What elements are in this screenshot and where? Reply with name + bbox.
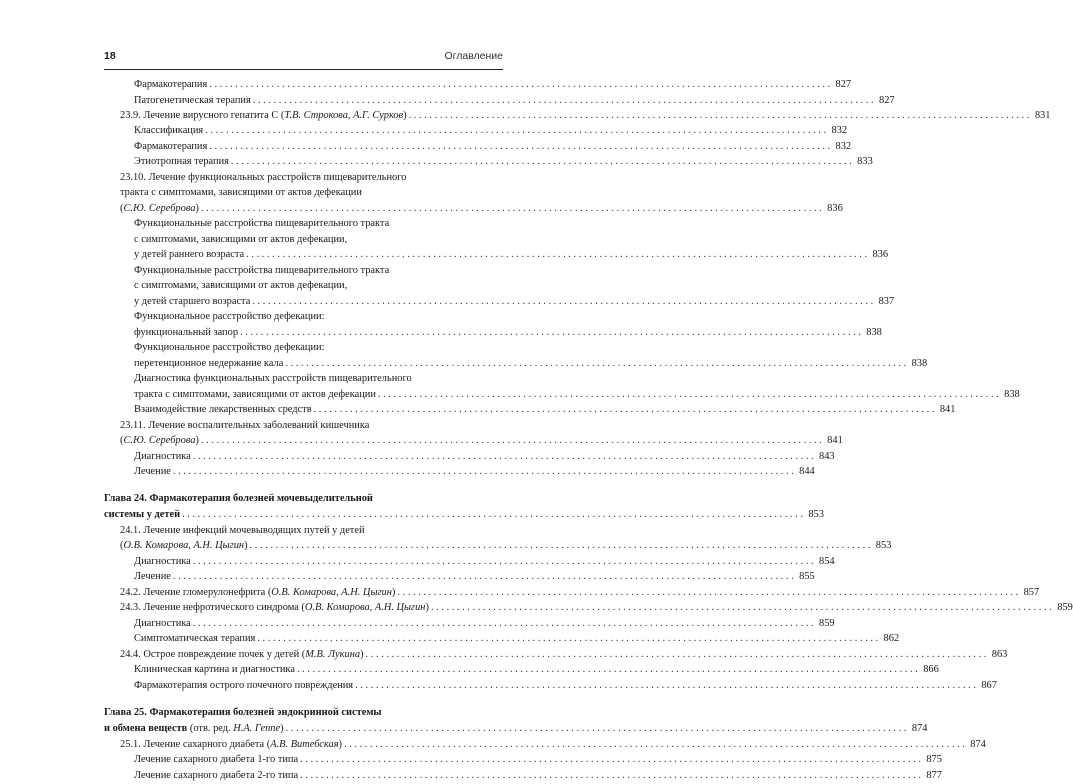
toc-leader-dots: . . . . . . . . . . . . . . . . . . . . . . . . . . . . . . . . . . . . . . . . . . . . . . . . . . . . . . . . . . . . . . . . . . . . . . . . . . . . . . . . . . . . . . . . . . . . . . . . . . . . . . . . . . . . . . . . . . . . . . . . — [397, 587, 1019, 598]
toc-entry-title — [134, 216, 389, 232]
toc-leader-dots: . . . . . . . . . . . . . . . . . . . . . . . . . . . . . . . . . . . . . . . . . . . . . . . . . . . . . . . . . . . . . . . . . . . . . . . . . . . . . . . . . . . . . . . . . . . . . . . . . . . . . . . . . . . . . . . . . . . . . . . . — [172, 466, 794, 477]
toc-entry-text: ) — [391, 587, 396, 598]
toc-entry-authors: М.В. Лукина — [305, 649, 361, 660]
toc-entry-title — [134, 247, 244, 263]
toc-subsection-line[interactable] — [134, 309, 503, 325]
toc-subsection-line[interactable] — [134, 139, 852, 155]
toc-subsection-line[interactable] — [134, 464, 815, 480]
toc-leader-dots: . . . . . . . . . . . . . . . . . . . . . . . . . . . . . . . . . . . . . . . . . . . . . . . . . . . . . . . . . . . . . . . . . . . . . . . . . . . . . . . . . . . . . . . . . . . . . . . . . . . . . . . . . . . . . . . . . . . . . . . . — [200, 203, 822, 214]
toc-section-line[interactable] — [120, 538, 892, 554]
toc-leader-dots: . . . . . . . . . . . . . . . . . . . . . . . . . . . . . . . . . . . . . . . . . . . . . . . . . . . . . . . . . . . . . . . . . . . . . . . . . . . . . . . . . . . . . . . . . . . . . . . . . . . . . . . . . . . . . . . . . . . . . . . . — [296, 664, 918, 675]
toc-entry-title — [134, 278, 347, 294]
toc-leader-dots: . . . . . . . . . . . . . . . . . . . . . . . . . . . . . . . . . . . . . . . . . . . . . . . . . . . . . . . . . . . . . . . . . . . . . . . . . . . . . . . . . . . . . . . . . . . . . . . . . . . . . . . . . . . . . . . . . . . . . . . . — [344, 739, 965, 750]
toc-leader-dots: . . . . . . . . . . . . . . . . . . . . . . . . . . . . . . . . . . . . . . . . . . . . . . . . . . . . . . . . . . . . . . . . . . . . . . . . . . . . . . . . . . . . . . . . . . . . . . . . . . . . . . . . . . . . . . . . . . . . . . . . — [355, 680, 976, 691]
toc-entry-title — [120, 647, 364, 663]
toc-entry-text: Этиотропная терапия — [134, 156, 229, 167]
toc-subsection-line[interactable] — [134, 371, 503, 387]
toc-entry-text: ) — [403, 110, 407, 121]
toc-entry-text: Симптоматическая терапия — [134, 633, 256, 644]
toc-leader-dots: . . . . . . . . . . . . . . . . . . . . . . . . . . . . . . . . . . . . . . . . . . . . . . . . . . . . . . . . . . . . . . . . . . . . . . . . . . . . . . . . . . . . . . . . . . . . . . . . . . . . . . . . . . . . . . . . . . . . . . . . — [285, 723, 907, 734]
toc-subsection-line[interactable] — [134, 123, 848, 139]
toc-subsection-line[interactable] — [134, 387, 1020, 403]
toc-entry-title — [134, 569, 171, 585]
toc-section-line[interactable] — [120, 170, 503, 186]
toc-entry-title — [120, 600, 429, 616]
toc-leader-dots: . . . . . . . . . . . . . . . . . . . . . . . . . . . . . . . . . . . . . . . . . . . . . . . . . . . . . . . . . . . . . . . . . . . . . . . . . . . . . . . . . . . . . . . . . . . . . . . . . . . . . . . . . . . . . . . . . . . . . . . . — [230, 156, 852, 167]
toc-entry-text: 23.11. Лечение воспалительных заболеваний кишечника — [120, 420, 370, 431]
toc-page-number: 855 — [799, 571, 815, 582]
toc-page-number: 853 — [875, 540, 892, 551]
toc-page-number: 875 — [926, 754, 942, 765]
toc-entry-title — [120, 538, 248, 554]
toc-entry-text: ) — [244, 540, 248, 551]
toc-entry-text: ) — [425, 602, 429, 613]
running-head: Оглавление — [444, 50, 503, 62]
toc-page-number: 874 — [911, 723, 928, 734]
toc-leader-dots: . . . . . . . . . . . . . . . . . . . . . . . . . . . . . . . . . . . . . . . . . . . . . . . . . . . . . . . . . . . . . . . . . . . . . . . . . . . . . . . . . . . . . . . . . . . . . . . . . . . . . . . . . . . . . . . . . . . . . . . . — [192, 451, 814, 462]
toc-entry-text: с симптомами, зависящими от актов дефекации, — [134, 234, 348, 245]
toc-page-number: 841 — [939, 404, 956, 415]
toc-section-line[interactable] — [120, 600, 1073, 616]
toc-entry-text: ( — [120, 540, 124, 551]
toc-entry-authors: О.В. Комарова, А.Н. Цыгин — [271, 587, 392, 598]
toc-entry-text: Диагностика функциональных расстройств пищеварительного — [134, 373, 412, 384]
toc-entry-text: тракта с симптомами, зависящими от актов дефекации — [134, 389, 376, 400]
toc-leader-dots: . . . . . . . . . . . . . . . . . . . . . . . . . . . . . . . . . . . . . . . . . . . . . . . . . . . . . . . . . . . . . . . . . . . . . . . . . . . . . . . . . . . . . . . . . . . . . . . . . . . . . . . . . . . . . . . . . . . . . . . . — [246, 249, 868, 260]
toc-page-number: 838 — [866, 327, 882, 338]
toc-subsection-line[interactable] — [134, 678, 997, 694]
toc-leader-dots: . . . . . . . . . . . . . . . . . . . . . . . . . . . . . . . . . . . . . . . . . . . . . . . . . . . . . . . . . . . . . . . . . . . . . . . . . . . . . . . . . . . . . . . . . . . . . . . . . . . . . . . . . . . . . . . . . . . . . . . . — [240, 327, 861, 338]
toc-page-number: 859 — [1057, 602, 1073, 613]
toc-page-number: 841 — [827, 435, 843, 446]
toc-subsection-line[interactable] — [134, 356, 928, 372]
toc-entry-text: с симптомами, зависящими от актов дефекации, — [134, 280, 348, 291]
toc-entry-title — [134, 752, 298, 768]
toc-entry-text: у детей старшего возраста — [134, 296, 251, 307]
toc-chapter-line[interactable] — [104, 705, 503, 721]
toc-entry-title — [134, 93, 251, 109]
toc-entry-text: 24.2. Лечение гломерулонефрита ( — [120, 587, 272, 598]
toc-entry-authors: О.В. Комарова, А.Н. Цыгин — [123, 540, 245, 551]
toc-entry-title — [104, 491, 373, 507]
toc-section-line[interactable] — [120, 418, 503, 434]
toc-section-line[interactable] — [120, 433, 843, 449]
toc-section-line[interactable] — [120, 647, 1008, 663]
toc-leader-dots: . . . . . . . . . . . . . . . . . . . . . . . . . . . . . . . . . . . . . . . . . . . . . . . . . . . . . . . . . . . . . . . . . . . . . . . . . . . . . . . . . . . . . . . . . . . . . . . . . . . . . . . . . . . . . . . . . . . . . . . . — [209, 141, 831, 152]
toc-section-line[interactable] — [120, 108, 1051, 124]
toc-entry-text: ) — [360, 649, 364, 660]
toc-leader-dots: . . . . . . . . . . . . . . . . . . . . . . . . . . . . . . . . . . . . . . . . . . . . . . . . . . . . . . . . . . . . . . . . . . . . . . . . . . . . . . . . . . . . . . . . . . . . . . . . . . . . . . . . . . . . . . . . . . . . . . . . — [182, 509, 803, 520]
toc-leader-dots: . . . . . . . . . . . . . . . . . . . . . . . . . . . . . . . . . . . . . . . . . . . . . . . . . . . . . . . . . . . . . . . . . . . . . . . . . . . . . . . . . . . . . . . . . . . . . . . . . . . . . . . . . . . . . . . . . . . . . . . . — [252, 95, 874, 106]
toc-entry-text: Фармакотерапия — [134, 79, 208, 90]
toc-entry-title — [134, 464, 171, 480]
toc-subsection-line[interactable] — [134, 325, 882, 341]
toc-subsection-line[interactable] — [134, 154, 873, 170]
toc-leader-dots: . . . . . . . . . . . . . . . . . . . . . . . . . . . . . . . . . . . . . . . . . . . . . . . . . . . . . . . . . . . . . . . . . . . . . . . . . . . . . . . . . . . . . . . . . . . . . . . . . . . . . . . . . . . . . . . . . . . . . . . . — [408, 110, 1030, 121]
toc-entry-text: тракта с симптомами, зависящими от актов дефекации — [120, 187, 362, 198]
page-number: 18 — [104, 50, 116, 62]
toc-entry-title — [134, 356, 283, 372]
toc-entry-title — [134, 631, 255, 647]
toc-entry-title — [134, 77, 207, 93]
toc-entry-text: Лечение сахарного диабета 2-го типа — [134, 770, 299, 781]
toc-chapter-line[interactable] — [104, 721, 928, 737]
toc-subsection-line[interactable] — [134, 631, 900, 647]
toc-section-line[interactable] — [120, 585, 1040, 601]
toc-page-number: 838 — [1004, 389, 1020, 400]
toc-leader-dots: . . . . . . . . . . . . . . . . . . . . . . . . . . . . . . . . . . . . . . . . . . . . . . . . . . . . . . . . . . . . . . . . . . . . . . . . . . . . . . . . . . . . . . . . . . . . . . . . . . . . . . . . . . . . . . . . . . . . . . . . — [285, 358, 907, 369]
toc-subsection-line[interactable] — [134, 93, 895, 109]
toc-entry-text: ( — [120, 203, 124, 214]
toc-leader-dots: . . . . . . . . . . . . . . . . . . . . . . . . . . . . . . . . . . . . . . . . . . . . . . . . . . . . . . . . . . . . . . . . . . . . . . . . . . . . . . . . . . . . . . . . . . . . . . . . . . . . . . . . . . . . . . . . . . . . . . . . — [252, 296, 874, 307]
toc-subsection-line[interactable] — [134, 616, 835, 632]
toc-leader-dots: . . . . . . . . . . . . . . . . . . . . . . . . . . . . . . . . . . . . . . . . . . . . . . . . . . . . . . . . . . . . . . . . . . . . . . . . . . . . . . . . . . . . . . . . . . . . . . . . . . . . . . . . . . . . . . . . . . . . . . . . — [313, 404, 935, 415]
toc-page-number: 827 — [835, 79, 852, 90]
toc-entry-text: ) — [195, 203, 199, 214]
toc-page-number: 853 — [808, 509, 824, 520]
toc-section-line[interactable] — [120, 523, 503, 539]
toc-page-number: 863 — [991, 649, 1008, 660]
toc-entry-title — [120, 418, 369, 434]
toc-entry-text: Диагностика — [134, 618, 191, 629]
toc-page-number: 854 — [819, 556, 835, 567]
toc-entry-text: Патогенетическая терапия — [134, 95, 251, 106]
toc-entry-text: Лечение сахарного диабета 1-го типа — [134, 754, 299, 765]
toc-page-number: 827 — [879, 95, 895, 106]
toc-page-number: 866 — [923, 664, 939, 675]
toc-subsection-line[interactable] — [134, 402, 956, 418]
toc-subsection-line[interactable] — [134, 768, 942, 784]
toc-entry-title — [120, 170, 406, 186]
toc-subsection-line[interactable] — [134, 662, 939, 678]
toc-entry-title — [134, 768, 298, 784]
toc-page-number: 844 — [799, 466, 815, 477]
toc-chapter-line[interactable] — [104, 507, 824, 523]
toc-subsection-line[interactable] — [134, 294, 895, 310]
toc-entry-text: ) — [338, 739, 343, 750]
toc-leader-dots: . . . . . . . . . . . . . . . . . . . . . . . . . . . . . . . . . . . . . . . . . . . . . . . . . . . . . . . . . . . . . . . . . . . . . . . . . . . . . . . . . . . . . . . . . . . . . . . . . . . . . . . . . . . . . . . . . . . . . . . . — [205, 125, 827, 136]
toc-entry-text: Классификация — [134, 125, 204, 136]
toc-entry-title — [134, 154, 229, 170]
toc-entry-text: 25.1. Лечение сахарного диабета ( — [120, 739, 271, 750]
toc-entry-title — [104, 721, 284, 737]
toc-entry-text: Функциональные расстройства пищеварительного тракта — [134, 265, 390, 276]
toc-entry-title — [104, 507, 180, 523]
toc-leader-dots: . . . . . . . . . . . . . . . . . . . . . . . . . . . . . . . . . . . . . . . . . . . . . . . . . . . . . . . . . . . . . . . . . . . . . . . . . . . . . . . . . . . . . . . . . . . . . . . . . . . . . . . . . . . . . . . . . . . . . . . . — [249, 540, 871, 551]
toc-page-number: 838 — [911, 358, 928, 369]
toc-entry-title — [134, 232, 347, 248]
toc-leader-dots: . . . . . . . . . . . . . . . . . . . . . . . . . . . . . . . . . . . . . . . . . . . . . . . . . . . . . . . . . . . . . . . . . . . . . . . . . . . . . . . . . . . . . . . . . . . . . . . . . . . . . . . . . . . . . . . . . . . . . . . . — [300, 770, 921, 781]
toc-entry-title — [120, 585, 395, 601]
toc-entry-text: у детей раннего возраста — [134, 249, 245, 260]
toc-entry-text: Лечение — [134, 571, 171, 582]
toc-entry-text: Фармакотерапия острого почечного повреждения — [134, 680, 354, 691]
toc-leader-dots: . . . . . . . . . . . . . . . . . . . . . . . . . . . . . . . . . . . . . . . . . . . . . . . . . . . . . . . . . . . . . . . . . . . . . . . . . . . . . . . . . . . . . . . . . . . . . . . . . . . . . . . . . . . . . . . . . . . . . . . . — [257, 633, 879, 644]
toc-entry-title — [134, 554, 191, 570]
toc-entry-title — [104, 705, 382, 721]
toc-leader-dots: . . . . . . . . . . . . . . . . . . . . . . . . . . . . . . . . . . . . . . . . . . . . . . . . . . . . . . . . . . . . . . . . . . . . . . . . . . . . . . . . . . . . . . . . . . . . . . . . . . . . . . . . . . . . . . . . . . . . . . . . — [300, 754, 921, 765]
toc-entry-title — [134, 678, 353, 694]
toc-entry-title — [120, 737, 342, 753]
toc-entry-text: функциональный запор — [134, 327, 239, 338]
toc-section-line[interactable] — [120, 185, 503, 201]
toc-entry-authors: А.В. Витебская — [270, 739, 339, 750]
toc-entry-title — [134, 616, 191, 632]
toc-subsection-line[interactable] — [134, 449, 835, 465]
toc-entry-title — [134, 123, 203, 139]
toc-page-number: 833 — [857, 156, 873, 167]
toc-entry-title — [134, 449, 191, 465]
toc-subsection-line[interactable] — [134, 77, 852, 93]
page-header — [104, 50, 503, 66]
toc-entry-title — [120, 201, 199, 217]
toc-entry-text: 23.9. Лечение вирусного гепатита С ( — [120, 110, 285, 121]
toc-entry-title — [134, 294, 250, 310]
toc-entry-text: Взаимодействие лекарственных средств — [134, 404, 312, 415]
toc-leader-dots: . . . . . . . . . . . . . . . . . . . . . . . . . . . . . . . . . . . . . . . . . . . . . . . . . . . . . . . . . . . . . . . . . . . . . . . . . . . . . . . . . . . . . . . . . . . . . . . . . . . . . . . . . . . . . . . . . . . . . . . . — [192, 556, 814, 567]
toc-section-line[interactable] — [120, 737, 986, 753]
toc-subsection-line[interactable] — [134, 216, 503, 232]
toc-subsection-line[interactable] — [134, 340, 503, 356]
toc-page-number: 843 — [819, 451, 835, 462]
toc-entry-text: и обмена веществ — [104, 723, 188, 734]
toc-page-number: 877 — [926, 770, 942, 781]
toc-entry-text: перетенционное недержание кала — [134, 358, 284, 369]
toc-entry-title — [134, 402, 312, 418]
toc-entry-authors: С.Ю. Сереброва — [123, 203, 196, 214]
toc-leader-dots: . . . . . . . . . . . . . . . . . . . . . . . . . . . . . . . . . . . . . . . . . . . . . . . . . . . . . . . . . . . . . . . . . . . . . . . . . . . . . . . . . . . . . . . . . . . . . . . . . . . . . . . . . . . . . . . . . . . . . . . . — [209, 79, 831, 90]
toc-subsection-line[interactable] — [134, 554, 835, 570]
toc-leader-dots: . . . . . . . . . . . . . . . . . . . . . . . . . . . . . . . . . . . . . . . . . . . . . . . . . . . . . . . . . . . . . . . . . . . . . . . . . . . . . . . . . . . . . . . . . . . . . . . . . . . . . . . . . . . . . . . . . . . . . . . . — [365, 649, 987, 660]
toc-leader-dots: . . . . . . . . . . . . . . . . . . . . . . . . . . . . . . . . . . . . . . . . . . . . . . . . . . . . . . . . . . . . . . . . . . . . . . . . . . . . . . . . . . . . . . . . . . . . . . . . . . . . . . . . . . . . . . . . . . . . . . . . — [172, 571, 794, 582]
toc-entry-title — [134, 371, 412, 387]
toc-page-number: 832 — [835, 141, 852, 152]
toc-entry-authors: О.В. Комарова, А.Н. Цыгин — [304, 602, 426, 613]
toc-subsection-line[interactable] — [134, 278, 503, 294]
toc-page-number: 836 — [827, 203, 843, 214]
toc-subsection-line[interactable] — [134, 263, 503, 279]
toc-entry-title — [134, 139, 207, 155]
toc-entry-authors: Т.В. Строкова, А.Г. Сурков — [284, 110, 404, 121]
toc-entry-title — [120, 185, 362, 201]
toc-page-number: 859 — [819, 618, 835, 629]
toc-page-number: 831 — [1034, 110, 1051, 121]
toc-leader-dots: . . . . . . . . . . . . . . . . . . . . . . . . . . . . . . . . . . . . . . . . . . . . . . . . . . . . . . . . . . . . . . . . . . . . . . . . . . . . . . . . . . . . . . . . . . . . . . . . . . . . . . . . . . . . . . . . . . . . . . . . — [200, 435, 822, 446]
toc-entry-title — [134, 309, 324, 325]
toc-subsection-line[interactable] — [134, 752, 942, 768]
toc-entry-text: Диагностика — [134, 556, 191, 567]
toc-entry-text: 23.10. Лечение функциональных расстройств пищеварительного — [120, 172, 407, 183]
toc-page-number: 832 — [831, 125, 848, 136]
toc-entry-text: Функциональное расстройство дефекации: — [134, 311, 325, 322]
toc-entry-text: (отв. ред. — [187, 723, 234, 734]
toc-entry-title — [134, 263, 389, 279]
toc-chapter-line[interactable] — [104, 491, 503, 507]
toc-entry-title — [120, 433, 199, 449]
toc-leader-dots: . . . . . . . . . . . . . . . . . . . . . . . . . . . . . . . . . . . . . . . . . . . . . . . . . . . . . . . . . . . . . . . . . . . . . . . . . . . . . . . . . . . . . . . . . . . . . . . . . . . . . . . . . . . . . . . . . . . . . . . . — [192, 618, 814, 629]
toc-entry-title — [120, 523, 365, 539]
header-rule — [104, 69, 503, 70]
toc-entry-authors: С.Ю. Сереброва — [123, 435, 196, 446]
toc-entry-text: Функциональные расстройства пищеварительного тракта — [134, 218, 390, 229]
toc-page-number: 836 — [872, 249, 889, 260]
toc-entry-text: ) — [195, 435, 199, 446]
toc-page-number: 857 — [1023, 587, 1040, 598]
toc-entry-text: Клиническая картина и диагностика — [134, 664, 295, 675]
toc-entry-authors: Н.А. Геппе — [233, 723, 281, 734]
toc-subsection-line[interactable] — [134, 569, 815, 585]
toc-entry-text: ( — [120, 435, 124, 446]
toc-entry-text: Функциональное расстройство дефекации: — [134, 342, 325, 353]
toc-entry-text: 24.1. Лечение инфекций мочевыводящих путей у детей — [120, 525, 365, 536]
toc-page-number: 837 — [878, 296, 895, 307]
toc-entry-text: ) — [280, 723, 284, 734]
toc-section-line[interactable] — [120, 201, 843, 217]
toc-page-number: 862 — [883, 633, 900, 644]
toc-subsection-line[interactable] — [134, 232, 503, 248]
toc-entry-text: Глава 25. Фармакотерапия болезней эндокринной системы — [104, 707, 382, 718]
toc-entry-text: Лечение — [134, 466, 171, 477]
toc-page-number: 874 — [970, 739, 986, 750]
toc-entry-title — [134, 325, 238, 341]
toc-entry-text: Глава 24. Фармакотерапия болезней мочевыделительной — [104, 493, 373, 504]
toc-entry-title — [134, 340, 324, 356]
toc-entry-title — [120, 108, 407, 124]
toc-leader-dots: . . . . . . . . . . . . . . . . . . . . . . . . . . . . . . . . . . . . . . . . . . . . . . . . . . . . . . . . . . . . . . . . . . . . . . . . . . . . . . . . . . . . . . . . . . . . . . . . . . . . . . . . . . . . . . . . . . . . . . . . — [377, 389, 999, 400]
toc-entry-text: 24.4. Острое повреждение почек у детей ( — [120, 649, 306, 660]
toc-entry-title — [134, 387, 376, 403]
toc-entry-text: системы у детей — [104, 509, 181, 520]
toc-leader-dots: . . . . . . . . . . . . . . . . . . . . . . . . . . . . . . . . . . . . . . . . . . . . . . . . . . . . . . . . . . . . . . . . . . . . . . . . . . . . . . . . . . . . . . . . . . . . . . . . . . . . . . . . . . . . . . . . . . . . . . . . — [430, 602, 1052, 613]
toc-entry-title — [134, 662, 295, 678]
toc-entry-text: Фармакотерапия — [134, 141, 208, 152]
toc-subsection-line[interactable] — [134, 247, 889, 263]
toc-entry-text: Диагностика — [134, 451, 191, 462]
toc-page-number: 867 — [981, 680, 997, 691]
toc-entry-text: 24.3. Лечение нефротического синдрома ( — [120, 602, 305, 613]
